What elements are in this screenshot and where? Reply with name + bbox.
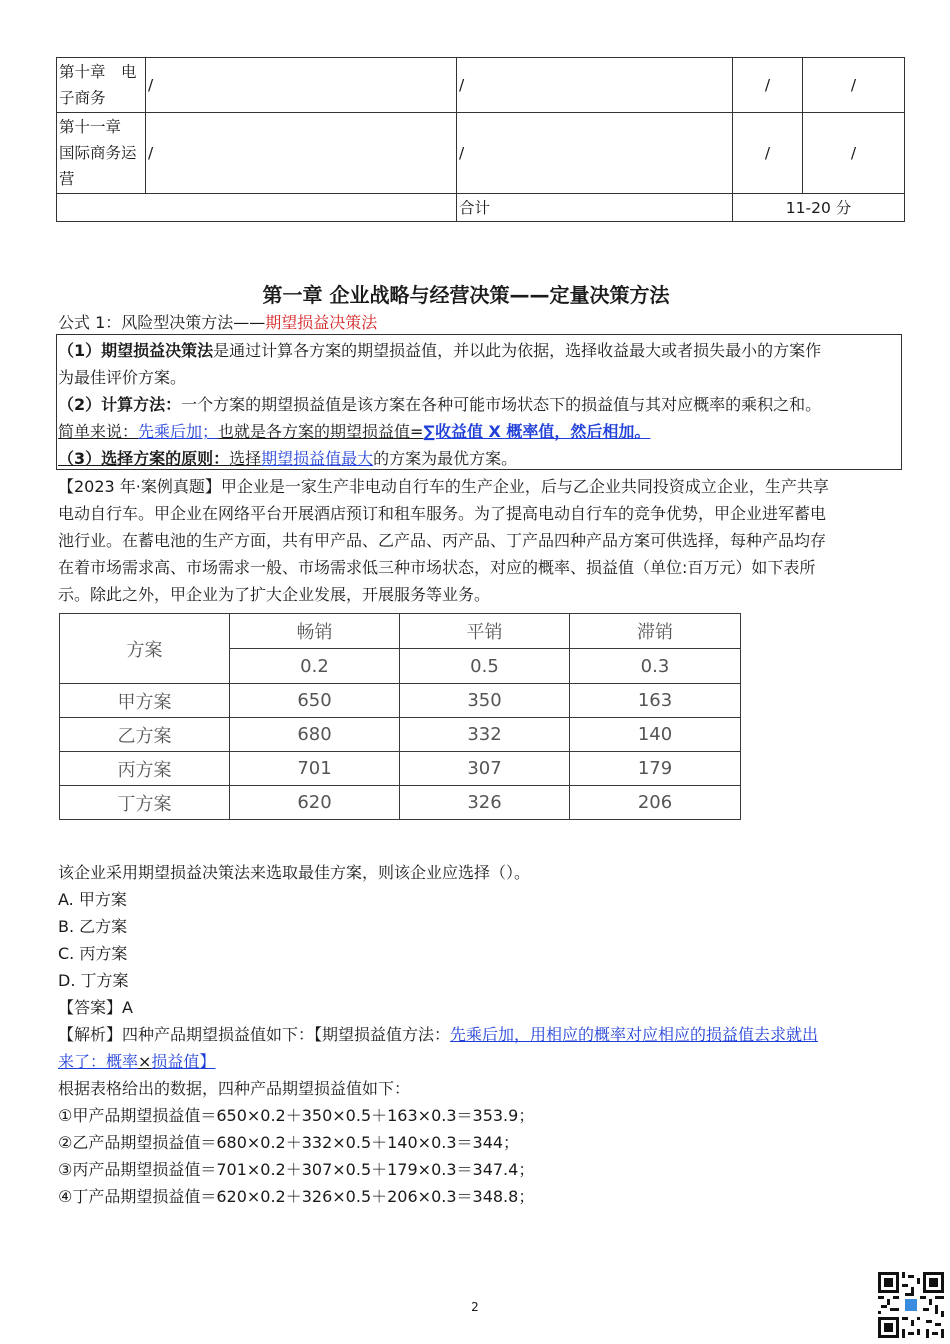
- formula-line: [58, 309, 377, 336]
- total-value: 11-20 分: [733, 194, 905, 222]
- highlight-text: 来了：概率: [58, 1052, 139, 1071]
- prob-cell: 0.5: [400, 649, 570, 684]
- case-line: 在着市场需求高、市场需求一般、市场需求低三种市场状态，对应的概率、损益值（单位:百万元）如下表所: [58, 558, 816, 577]
- prob-cell: 0.3: [570, 649, 741, 684]
- table-row: [57, 194, 905, 222]
- option-d: D. 丁方案: [58, 971, 129, 990]
- page-number: 2: [471, 1300, 479, 1314]
- value-cell: 206: [570, 786, 741, 820]
- value-cell: 140: [570, 718, 741, 752]
- value-cell: 650: [230, 684, 400, 718]
- text: 选择: [229, 449, 262, 468]
- chapter-text: 国际商务运: [59, 144, 137, 162]
- highlight-text: 先乘后加；: [138, 422, 219, 441]
- value-cell: 163: [570, 684, 741, 718]
- bold-term: （2）计算方法：: [58, 395, 182, 414]
- formula-highlight: 期望损益决策法: [265, 313, 378, 332]
- prob-cell: 0.2: [230, 649, 400, 684]
- table-row: [60, 684, 741, 718]
- highlight-text: 先乘后加，用相应的概率对应相应的损益值去求就出: [450, 1025, 819, 1044]
- highlight-text: 损益值】: [151, 1052, 216, 1071]
- chapter-text: 第十章 电: [59, 63, 137, 81]
- value-cell: 350: [400, 684, 570, 718]
- chapter-summary-table: [56, 57, 905, 222]
- calc-line: ③丙产品期望损益值＝701×0.2＋307×0.5＋179×0.3＝347.4；: [58, 1160, 535, 1179]
- value-cell: 332: [400, 718, 570, 752]
- formula-prefix: 公式 1：风险型决策方法——: [58, 313, 266, 332]
- analysis-line1: [58, 1021, 818, 1048]
- option-a: A. 甲方案: [58, 890, 127, 909]
- answer-text: 【答案】A: [58, 998, 133, 1017]
- table-cell: /: [803, 113, 905, 194]
- total-label: 合计: [457, 194, 733, 222]
- case-line: 池行业。在蓄电池的生产方面，共有甲产品、乙产品、丙产品、丁产品四种产品方案可供选择，每种产品均存: [58, 531, 827, 550]
- highlight-text: ∑收益值 X 概率值，然后相加。: [423, 422, 651, 441]
- table-row: [57, 58, 905, 113]
- value-cell: 307: [400, 752, 570, 786]
- text: 也就是各方案的期望损益值=: [218, 422, 424, 441]
- text: 的方案为最优方案。: [373, 449, 518, 468]
- text: 是通过计算各方案的期望损益值，并以此为依据，选择收益最大或者损失最小的方案作: [213, 341, 822, 360]
- table-cell: /: [733, 113, 803, 194]
- value-cell: 326: [400, 786, 570, 820]
- question-text: 该企业采用期望损益决策法来选取最佳方案，则该企业应选择（）。: [58, 863, 531, 882]
- chapter-text: 第十一章: [59, 118, 122, 136]
- chapter-cell: [57, 58, 146, 113]
- bold-term: （1）期望损益决策法: [58, 341, 214, 360]
- value-cell: 620: [230, 786, 400, 820]
- table-row: [60, 718, 741, 752]
- case-line: 【2023 年·案例真题】甲企业是一家生产非电动自行车的生产企业，后与乙企业共同投资成立企业，生产共享: [58, 477, 829, 496]
- table-row: [60, 614, 741, 649]
- case-line: 示。除此之外，甲企业为了扩大企业发展，开展服务等业务。: [58, 585, 491, 604]
- definition-p1: [58, 337, 821, 364]
- calc-line: ④丁产品期望损益值＝620×0.2＋326×0.5＋206×0.3＝348.8；: [58, 1187, 535, 1206]
- plan-name: 乙方案: [60, 718, 230, 752]
- highlight-text: 期望损益值最大: [261, 449, 374, 468]
- table-row: [60, 752, 741, 786]
- chapter-text: 子商务: [59, 89, 106, 107]
- value-cell: 680: [230, 718, 400, 752]
- table-cell: /: [457, 113, 733, 194]
- plan-name: 丙方案: [60, 752, 230, 786]
- value-cell: 179: [570, 752, 741, 786]
- chapter-cell: [57, 113, 146, 194]
- definition-p3: [58, 445, 517, 472]
- option-b: B. 乙方案: [58, 917, 128, 936]
- state-cell: 滞销: [570, 614, 741, 649]
- table-cell: /: [733, 58, 803, 113]
- state-cell: 平销: [400, 614, 570, 649]
- value-cell: 701: [230, 752, 400, 786]
- table-cell: /: [803, 58, 905, 113]
- option-c: C. 丙方案: [58, 944, 128, 963]
- state-cell: 畅销: [230, 614, 400, 649]
- text: 一个方案的期望损益值是该方案在各种可能市场状态下的损益值与其对应概率的乘积之和。: [181, 395, 822, 414]
- calc-line: ①甲产品期望损益值＝650×0.2＋350×0.5＋163×0.3＝353.9；: [58, 1106, 535, 1125]
- text: 【解析】四种产品期望损益值如下：【期望损益值方法：: [58, 1025, 451, 1044]
- header-cell: 方案: [60, 614, 230, 684]
- plan-name: 丁方案: [60, 786, 230, 820]
- table-cell: [57, 194, 457, 222]
- qr-code-icon: [878, 1272, 944, 1338]
- table-cell: /: [146, 58, 457, 113]
- calc-intro: 根据表格给出的数据，四种产品期望损益值如下：: [58, 1079, 411, 1098]
- definition-p2: [58, 391, 821, 418]
- plan-name: 甲方案: [60, 684, 230, 718]
- analysis-line2: [58, 1048, 215, 1075]
- text: ×: [138, 1052, 152, 1071]
- definition-p2-line2: [58, 418, 650, 445]
- definition-p1-line2: 为最佳评价方案。: [58, 368, 187, 387]
- table-row: [60, 786, 741, 820]
- calc-line: ②乙产品期望损益值＝680×0.2＋332×0.5＋140×0.3＝344；: [58, 1133, 520, 1152]
- bold-term: （3）选择方案的原则：: [58, 449, 230, 468]
- decision-table: [59, 613, 741, 820]
- chapter-heading: 第一章 企业战略与经营决策——定量决策方法: [262, 283, 670, 307]
- table-cell: /: [457, 58, 733, 113]
- case-line: 电动自行车。甲企业在网络平台开展酒店预订和租车服务。为了提高电动自行车的竞争优势，甲企业进军蓄电: [58, 504, 827, 523]
- table-cell: /: [146, 113, 457, 194]
- chapter-text: 营: [59, 170, 75, 188]
- text: 简单来说：: [58, 422, 139, 441]
- table-row: [57, 113, 905, 194]
